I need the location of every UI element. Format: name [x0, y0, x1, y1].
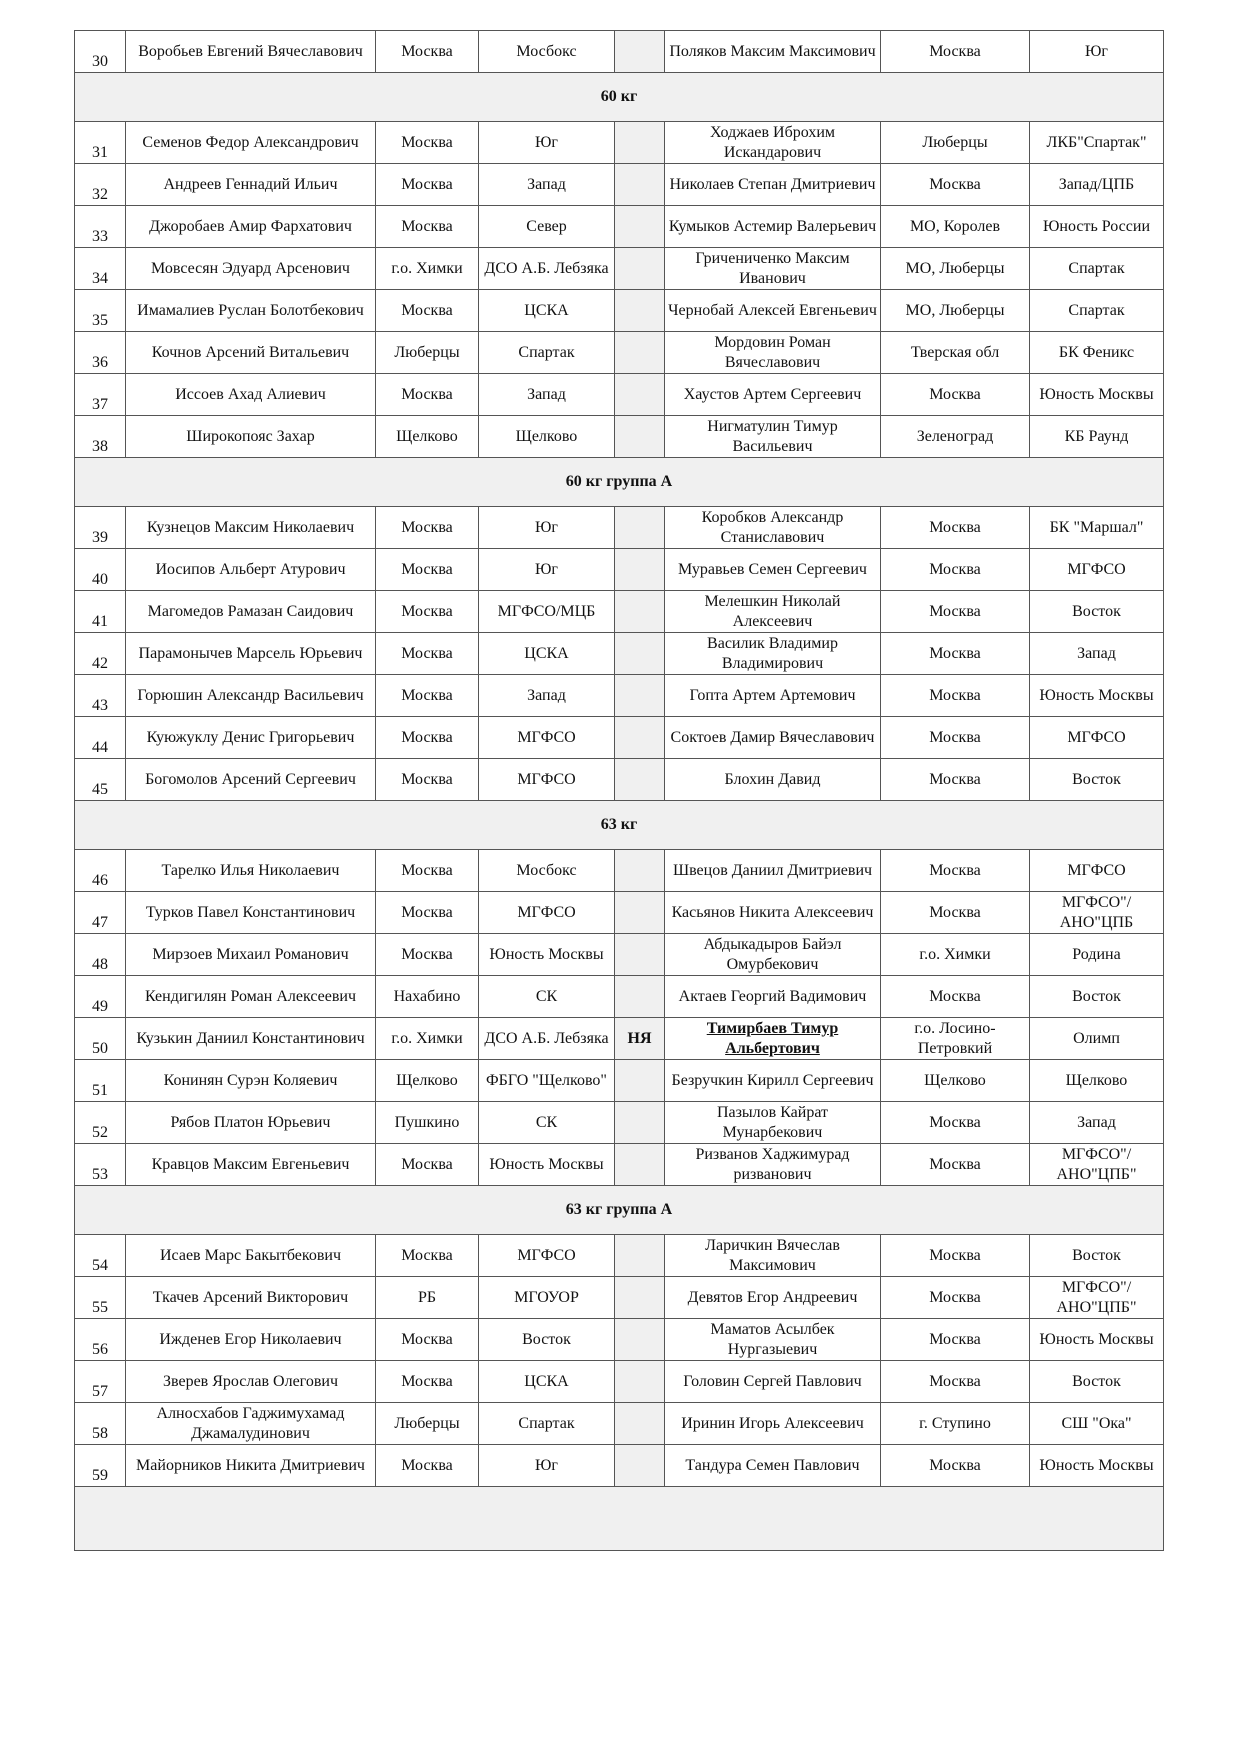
fighter-red-name: Иосипов Альберт Атурович: [126, 549, 376, 591]
fighter-red-city: Москва: [376, 31, 479, 73]
empty-cell: [75, 1487, 1164, 1551]
fighter-red-name: Иссоев Ахад Алиевич: [126, 374, 376, 416]
bout-number: 40: [75, 549, 126, 591]
fighter-blue-name: Василик Владимир Владимирович: [665, 633, 881, 675]
result-mark: [615, 1319, 665, 1361]
fighter-blue-club: КБ Раунд: [1030, 416, 1164, 458]
bout-number: 42: [75, 633, 126, 675]
fighter-red-city: Щелково: [376, 1060, 479, 1102]
fighter-red-club: ДСО А.Б. Лебзяка: [479, 1018, 615, 1060]
fighter-blue-club: МГФСО"/АНО"ЦПБ": [1030, 1144, 1164, 1186]
fighter-blue-city: Москва: [881, 1235, 1030, 1277]
fighter-red-name: Алносхабов Гаджимухамад Джамалудинович: [126, 1403, 376, 1445]
table-row: [75, 759, 1164, 801]
bout-number: 50: [75, 1018, 126, 1060]
bout-number: 52: [75, 1102, 126, 1144]
fighter-red-club: Мосбокс: [479, 850, 615, 892]
fighter-blue-name: Маматов Асылбек Нургазыевич: [665, 1319, 881, 1361]
fighter-blue-name: Чернобай Алексей Евгеньевич: [665, 290, 881, 332]
fighter-red-club: Запад: [479, 164, 615, 206]
fighter-blue-name: [665, 1018, 881, 1060]
highlighted-fighter-name: Тимирбаев Тимур Альбертович: [706, 1019, 839, 1057]
bout-number: 59: [75, 1445, 126, 1487]
fighter-blue-city: Москва: [881, 31, 1030, 73]
fighter-red-city: Москва: [376, 549, 479, 591]
fighter-blue-club: МГФСО"/АНО"ЦПБ: [1030, 892, 1164, 934]
fighter-blue-club: Юность Москвы: [1030, 1319, 1164, 1361]
bout-number: 34: [75, 248, 126, 290]
fighter-red-name: Андреев Геннадий Ильич: [126, 164, 376, 206]
table-row: [75, 717, 1164, 759]
fighter-blue-club: Запад: [1030, 633, 1164, 675]
fighter-blue-club: Восток: [1030, 759, 1164, 801]
fighter-red-name: Богомолов Арсений Сергеевич: [126, 759, 376, 801]
table-row: [75, 1277, 1164, 1319]
fighter-blue-club: Восток: [1030, 1235, 1164, 1277]
fighter-red-club: Юг: [479, 507, 615, 549]
fighter-blue-city: Москва: [881, 591, 1030, 633]
result-mark: [615, 1361, 665, 1403]
fighter-red-club: Юг: [479, 122, 615, 164]
bout-table: [74, 30, 1164, 1551]
fighter-red-city: Москва: [376, 1319, 479, 1361]
fighter-red-city: Щелково: [376, 416, 479, 458]
fighter-blue-club: БК Феникс: [1030, 332, 1164, 374]
fighter-blue-name: Иринин Игорь Алексеевич: [665, 1403, 881, 1445]
bout-number: 32: [75, 164, 126, 206]
fighter-blue-club: ЛКБ"Спартак": [1030, 122, 1164, 164]
fighter-red-club: Север: [479, 206, 615, 248]
result-mark: НЯ: [615, 1018, 665, 1060]
bout-number: 36: [75, 332, 126, 374]
result-mark: [615, 1102, 665, 1144]
table-row: [75, 549, 1164, 591]
fighter-red-name: Семенов Федор Александрович: [126, 122, 376, 164]
fighter-blue-city: Москва: [881, 675, 1030, 717]
result-mark: [615, 1144, 665, 1186]
bout-number: 55: [75, 1277, 126, 1319]
bout-number: 51: [75, 1060, 126, 1102]
fighter-blue-club: Юность России: [1030, 206, 1164, 248]
table-row: [75, 1445, 1164, 1487]
fighter-red-city: Москва: [376, 1445, 479, 1487]
fighter-red-city: Москва: [376, 164, 479, 206]
fighter-blue-city: МО, Люберцы: [881, 290, 1030, 332]
fighter-blue-city: Москва: [881, 892, 1030, 934]
fighter-red-club: ЦСКА: [479, 633, 615, 675]
fighter-blue-club: Юг: [1030, 31, 1164, 73]
result-mark: [615, 122, 665, 164]
fighter-red-name: Горюшин Александр Васильевич: [126, 675, 376, 717]
bout-number: 39: [75, 507, 126, 549]
fighter-red-club: Запад: [479, 374, 615, 416]
fighter-red-city: г.о. Химки: [376, 1018, 479, 1060]
fighter-blue-name: Нигматулин Тимур Васильевич: [665, 416, 881, 458]
table-row: [75, 206, 1164, 248]
fighter-red-name: Куюжуклу Денис Григорьевич: [126, 717, 376, 759]
fighter-red-name: Широкопояс Захар: [126, 416, 376, 458]
bout-number: 33: [75, 206, 126, 248]
result-mark: [615, 934, 665, 976]
fighter-red-club: ЦСКА: [479, 1361, 615, 1403]
fighter-blue-name: Абдыкадыров Байэл Омурбекович: [665, 934, 881, 976]
table-row: [75, 290, 1164, 332]
bout-number: 45: [75, 759, 126, 801]
fighter-blue-city: Москва: [881, 717, 1030, 759]
table-row: [75, 1319, 1164, 1361]
fighter-blue-name: Николаев Степан Дмитриевич: [665, 164, 881, 206]
result-mark: [615, 976, 665, 1018]
fighter-red-city: Москва: [376, 892, 479, 934]
bout-number: 54: [75, 1235, 126, 1277]
fighter-red-club: Спартак: [479, 1403, 615, 1445]
fighter-blue-city: Москва: [881, 164, 1030, 206]
fighter-red-city: Нахабино: [376, 976, 479, 1018]
fighter-red-club: Мосбокс: [479, 31, 615, 73]
table-row: [75, 374, 1164, 416]
fighter-red-city: Люберцы: [376, 1403, 479, 1445]
fighter-blue-club: Щелково: [1030, 1060, 1164, 1102]
fighter-blue-city: Москва: [881, 759, 1030, 801]
fighter-red-club: Юг: [479, 549, 615, 591]
fighter-red-club: ДСО А.Б. Лебзяка: [479, 248, 615, 290]
table-row: [75, 416, 1164, 458]
fighter-red-club: МГОУОР: [479, 1277, 615, 1319]
table-row: [75, 1403, 1164, 1445]
fighter-blue-city: Москва: [881, 1445, 1030, 1487]
fighter-red-name: Имамалиев Руслан Болотбекович: [126, 290, 376, 332]
fighter-red-club: МГФСО: [479, 1235, 615, 1277]
fighter-red-name: Кочнов Арсений Витальевич: [126, 332, 376, 374]
fighter-blue-name: Хаустов Артем Сергеевич: [665, 374, 881, 416]
bout-number: 31: [75, 122, 126, 164]
fighter-blue-club: Запад: [1030, 1102, 1164, 1144]
fighter-blue-city: Люберцы: [881, 122, 1030, 164]
fighter-red-name: Магомедов Рамазан Саидович: [126, 591, 376, 633]
result-mark: [615, 290, 665, 332]
fighter-red-club: СК: [479, 976, 615, 1018]
fighter-blue-club: Спартак: [1030, 290, 1164, 332]
fighter-red-name: Кравцов Максим Евгеньевич: [126, 1144, 376, 1186]
table-row: [75, 122, 1164, 164]
weight-category-title: 60 кг группа А: [75, 458, 1164, 507]
fighter-blue-city: Москва: [881, 1277, 1030, 1319]
fighter-blue-city: Москва: [881, 549, 1030, 591]
fighter-red-name: Кузнецов Максим Николаевич: [126, 507, 376, 549]
table-row: [75, 675, 1164, 717]
bout-number: 56: [75, 1319, 126, 1361]
fighter-red-city: Москва: [376, 934, 479, 976]
table-row: [75, 332, 1164, 374]
fighter-red-name: Тарелко Илья Николаевич: [126, 850, 376, 892]
fighter-blue-name: Блохин Давид: [665, 759, 881, 801]
fighter-blue-name: Актаев Георгий Вадимович: [665, 976, 881, 1018]
fighter-blue-club: Восток: [1030, 591, 1164, 633]
fighter-blue-city: Тверская обл: [881, 332, 1030, 374]
result-mark: [615, 717, 665, 759]
fighter-blue-name: Касьянов Никита Алексеевич: [665, 892, 881, 934]
fighter-blue-city: Москва: [881, 633, 1030, 675]
fighter-red-name: Мовсесян Эдуард Арсенович: [126, 248, 376, 290]
fighter-blue-club: Юность Москвы: [1030, 374, 1164, 416]
result-mark: [615, 1445, 665, 1487]
fighter-red-name: Зверев Ярослав Олегович: [126, 1361, 376, 1403]
fighter-blue-club: МГФСО: [1030, 717, 1164, 759]
fighter-red-city: Москва: [376, 633, 479, 675]
weight-category-title: 63 кг: [75, 801, 1164, 850]
fighter-red-club: Юг: [479, 1445, 615, 1487]
weight-category-row: [75, 1186, 1164, 1235]
fighter-blue-club: СШ "Ока": [1030, 1403, 1164, 1445]
fighter-blue-name: Тандура Семен Павлович: [665, 1445, 881, 1487]
fighter-blue-name: Кумыков Астемир Валерьевич: [665, 206, 881, 248]
fighter-blue-city: Москва: [881, 1144, 1030, 1186]
bout-number: 57: [75, 1361, 126, 1403]
fighter-red-club: МГФСО: [479, 759, 615, 801]
bout-number: 58: [75, 1403, 126, 1445]
table-row: [75, 591, 1164, 633]
fighter-red-club: ФБГО "Щелково": [479, 1060, 615, 1102]
empty-row: [75, 1487, 1164, 1551]
result-mark: [615, 164, 665, 206]
bout-number: 38: [75, 416, 126, 458]
result-mark: [615, 416, 665, 458]
fighter-blue-city: МО, Люберцы: [881, 248, 1030, 290]
fighter-red-club: СК: [479, 1102, 615, 1144]
table-row: [75, 1361, 1164, 1403]
fighter-red-name: Майорников Никита Дмитриевич: [126, 1445, 376, 1487]
bout-number: 30: [75, 31, 126, 73]
result-mark: [615, 507, 665, 549]
fighter-blue-city: Москва: [881, 1361, 1030, 1403]
table-row: [75, 248, 1164, 290]
fighter-red-city: Люберцы: [376, 332, 479, 374]
fighter-red-club: МГФСО: [479, 892, 615, 934]
fighter-red-city: Москва: [376, 850, 479, 892]
fighter-red-name: Ткачев Арсений Викторович: [126, 1277, 376, 1319]
fighter-red-city: Москва: [376, 1144, 479, 1186]
fighter-blue-club: Восток: [1030, 1361, 1164, 1403]
table-row: [75, 1018, 1164, 1060]
fighter-blue-city: Москва: [881, 374, 1030, 416]
table-row: [75, 633, 1164, 675]
fighter-blue-name: Швецов Даниил Дмитриевич: [665, 850, 881, 892]
fighter-blue-name: Мордовин Роман Вячеславович: [665, 332, 881, 374]
fighter-blue-city: Зеленоград: [881, 416, 1030, 458]
fighter-blue-name: Безручкин Кирилл Сергеевич: [665, 1060, 881, 1102]
fighter-blue-club: МГФСО"/АНО"ЦПБ": [1030, 1277, 1164, 1319]
fighter-blue-name: Ризванов Хаджимурад ризванович: [665, 1144, 881, 1186]
fighter-red-city: Москва: [376, 1235, 479, 1277]
fighter-blue-name: Ходжаев Иброхим Искандарович: [665, 122, 881, 164]
fighter-blue-club: Юность Москвы: [1030, 675, 1164, 717]
fighter-red-club: Юность Москвы: [479, 934, 615, 976]
bout-number: 49: [75, 976, 126, 1018]
fighter-blue-name: Поляков Максим Максимович: [665, 31, 881, 73]
result-mark: [615, 1277, 665, 1319]
fighter-blue-club: Олимп: [1030, 1018, 1164, 1060]
result-mark: [615, 759, 665, 801]
table-row: [75, 507, 1164, 549]
fighter-blue-name: Муравьев Семен Сергеевич: [665, 549, 881, 591]
fighter-red-name: Турков Павел Константинович: [126, 892, 376, 934]
fighter-blue-city: МО, Королев: [881, 206, 1030, 248]
result-mark: [615, 1403, 665, 1445]
fighter-red-name: Рябов Платон Юрьевич: [126, 1102, 376, 1144]
fighter-blue-name: Гопта Артем Артемович: [665, 675, 881, 717]
table-row: [75, 976, 1164, 1018]
table-row: [75, 1144, 1164, 1186]
fighter-blue-city: Москва: [881, 850, 1030, 892]
table-row: [75, 31, 1164, 73]
fighter-red-name: Кендигилян Роман Алексеевич: [126, 976, 376, 1018]
result-mark: [615, 892, 665, 934]
fighter-blue-name: Ларичкин Вячеслав Максимович: [665, 1235, 881, 1277]
fighter-red-club: Спартак: [479, 332, 615, 374]
bout-number: 46: [75, 850, 126, 892]
fighter-blue-club: МГФСО: [1030, 850, 1164, 892]
fighter-red-city: Москва: [376, 675, 479, 717]
fighter-blue-name: Коробков Александр Станиславович: [665, 507, 881, 549]
fighter-red-club: Восток: [479, 1319, 615, 1361]
fighter-red-name: Конинян Сурэн Коляевич: [126, 1060, 376, 1102]
result-mark: [615, 850, 665, 892]
result-mark: [615, 374, 665, 416]
fighter-blue-club: Восток: [1030, 976, 1164, 1018]
fighter-red-name: Парамонычев Марсель Юрьевич: [126, 633, 376, 675]
fighter-blue-city: Москва: [881, 1102, 1030, 1144]
fighter-blue-name: Мелешкин Николай Алексеевич: [665, 591, 881, 633]
fighter-blue-club: Запад/ЦПБ: [1030, 164, 1164, 206]
result-mark: [615, 248, 665, 290]
fighter-red-name: Кузькин Даниил Константинович: [126, 1018, 376, 1060]
fighter-red-city: Москва: [376, 122, 479, 164]
fighter-red-name: Ижденев Егор Николаевич: [126, 1319, 376, 1361]
table-row: [75, 934, 1164, 976]
fighter-blue-city: Щелково: [881, 1060, 1030, 1102]
table-row: [75, 1235, 1164, 1277]
fighter-blue-name: Соктоев Дамир Вячеславович: [665, 717, 881, 759]
fighter-red-club: МГФСО/МЦБ: [479, 591, 615, 633]
fighter-blue-city: Москва: [881, 507, 1030, 549]
fighter-blue-city: Москва: [881, 1319, 1030, 1361]
fighter-red-city: Москва: [376, 206, 479, 248]
fighter-red-city: РБ: [376, 1277, 479, 1319]
weight-category-title: 63 кг группа А: [75, 1186, 1164, 1235]
fighter-red-name: Мирзоев Михаил Романович: [126, 934, 376, 976]
fighter-blue-name: Девятов Егор Андреевич: [665, 1277, 881, 1319]
fighter-red-city: Пушкино: [376, 1102, 479, 1144]
fighter-red-city: Москва: [376, 1361, 479, 1403]
fighter-blue-name: Пазылов Кайрат Мунарбекович: [665, 1102, 881, 1144]
result-mark: [615, 332, 665, 374]
fighter-red-city: Москва: [376, 507, 479, 549]
fighter-red-city: Москва: [376, 591, 479, 633]
result-mark: [615, 31, 665, 73]
result-mark: [615, 675, 665, 717]
fighter-blue-club: Спартак: [1030, 248, 1164, 290]
fighter-blue-name: Гричениченко Максим Иванович: [665, 248, 881, 290]
weight-category-row: [75, 73, 1164, 122]
fighter-red-club: ЦСКА: [479, 290, 615, 332]
bout-number: 35: [75, 290, 126, 332]
fighter-blue-club: БК "Маршал": [1030, 507, 1164, 549]
fighter-red-name: Воробьев Евгений Вячеславович: [126, 31, 376, 73]
fighter-red-club: МГФСО: [479, 717, 615, 759]
table-body: [75, 31, 1164, 1551]
result-mark: [615, 1235, 665, 1277]
fighter-blue-city: г. Ступино: [881, 1403, 1030, 1445]
table-row: [75, 892, 1164, 934]
bout-number: 53: [75, 1144, 126, 1186]
fighter-blue-city: г.о. Лосино-Петровкий: [881, 1018, 1030, 1060]
fighter-red-club: Щелково: [479, 416, 615, 458]
fighter-red-city: Москва: [376, 717, 479, 759]
bout-number: 43: [75, 675, 126, 717]
fighter-red-city: Москва: [376, 759, 479, 801]
table-row: [75, 850, 1164, 892]
weight-category-row: [75, 801, 1164, 850]
result-mark: [615, 1060, 665, 1102]
fighter-red-city: г.о. Химки: [376, 248, 479, 290]
bout-number: 37: [75, 374, 126, 416]
result-mark: [615, 206, 665, 248]
fighter-red-club: Юность Москвы: [479, 1144, 615, 1186]
result-mark: [615, 591, 665, 633]
result-mark: [615, 633, 665, 675]
fighter-red-club: Запад: [479, 675, 615, 717]
bout-number: 41: [75, 591, 126, 633]
fighter-blue-club: МГФСО: [1030, 549, 1164, 591]
bout-number: 48: [75, 934, 126, 976]
weight-category-row: [75, 458, 1164, 507]
fighter-blue-city: Москва: [881, 976, 1030, 1018]
fighter-red-name: Исаев Марс Бакытбекович: [126, 1235, 376, 1277]
fighter-blue-city: г.о. Химки: [881, 934, 1030, 976]
table-row: [75, 1060, 1164, 1102]
fighter-blue-club: Юность Москвы: [1030, 1445, 1164, 1487]
table-row: [75, 1102, 1164, 1144]
bout-number: 47: [75, 892, 126, 934]
fighter-blue-club: Родина: [1030, 934, 1164, 976]
result-mark: [615, 549, 665, 591]
fighter-red-city: Москва: [376, 290, 479, 332]
fighter-red-city: Москва: [376, 374, 479, 416]
bout-number: 44: [75, 717, 126, 759]
weight-category-title: 60 кг: [75, 73, 1164, 122]
fighter-red-name: Джоробаев Амир Фархатович: [126, 206, 376, 248]
table-row: [75, 164, 1164, 206]
fighter-blue-name: Головин Сергей Павлович: [665, 1361, 881, 1403]
